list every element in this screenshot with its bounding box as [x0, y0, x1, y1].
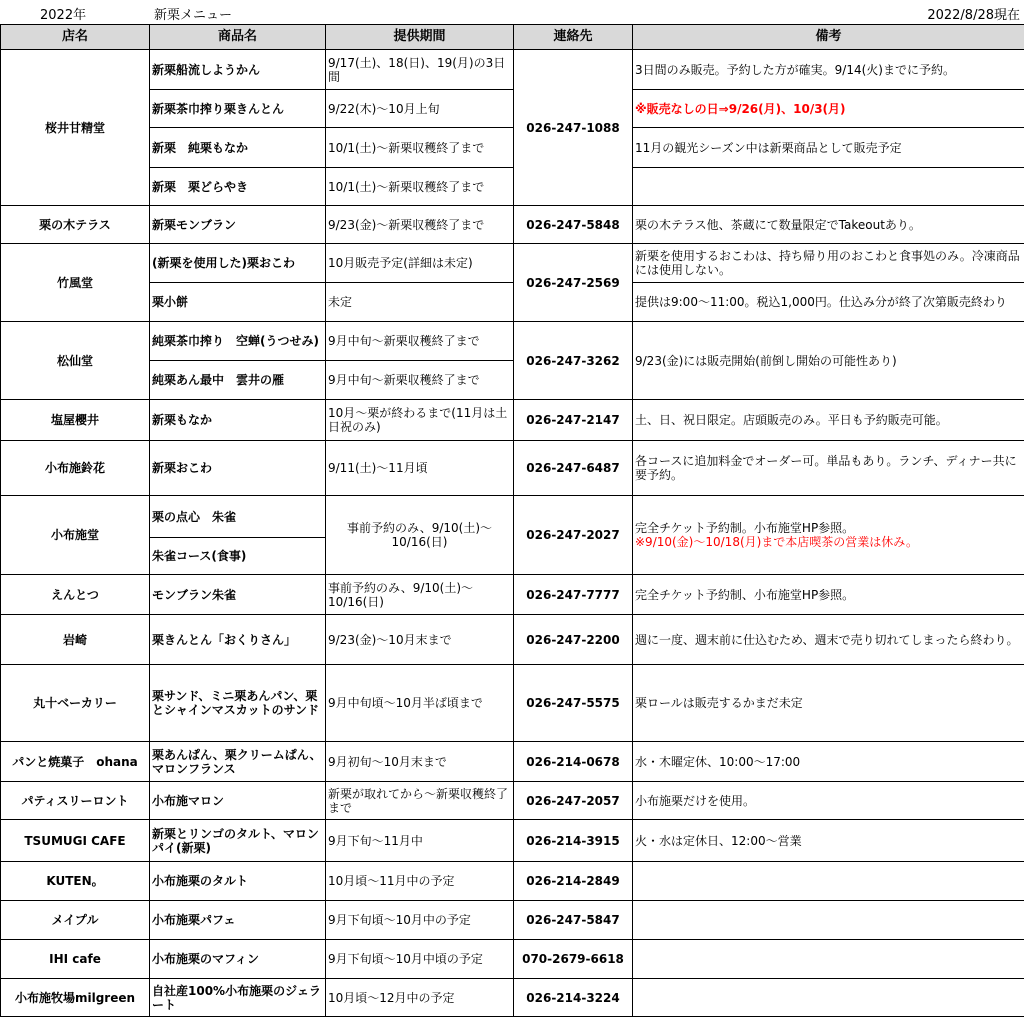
period-cell[interactable]: 9月初旬〜10月末まで — [326, 742, 514, 782]
period-cell[interactable]: 10/1(土)〜新栗収穫終了まで — [326, 168, 514, 206]
note-cell[interactable]: 栗ロールは販売するかまだ未定 — [633, 665, 1024, 742]
item-cell[interactable]: 小布施栗パフェ — [150, 901, 326, 940]
item-cell[interactable]: 新栗とリンゴのタルト、マロンパイ(新栗) — [150, 820, 326, 862]
contact-cell[interactable]: 026-247-5575 — [514, 665, 633, 742]
contact-cell[interactable]: 026-214-3224 — [514, 979, 633, 1017]
contact-cell[interactable]: 026-247-2027 — [514, 496, 633, 575]
contact-cell[interactable]: 026-214-3915 — [514, 820, 633, 862]
period-cell[interactable]: 10月頃〜11月中の予定 — [326, 862, 514, 901]
note-cell[interactable]: 3日間のみ販売。予約した方が確実。9/14(火)までに予約。 — [633, 50, 1024, 90]
as-of-date: 2022/8/28現在 — [927, 8, 1020, 23]
table-row — [1, 50, 1024, 90]
table-row — [1, 820, 1024, 862]
note-cell[interactable]: 週に一度、週末前に仕込むため、週末で売り切れてしまったら終わり。 — [633, 615, 1024, 665]
table-row — [1, 322, 1024, 361]
item-cell[interactable]: 小布施栗のマフィン — [150, 940, 326, 979]
item-cell[interactable]: 新栗 純栗もなか — [150, 128, 326, 168]
item-cell[interactable]: 新栗おこわ — [150, 441, 326, 496]
table-row — [1, 862, 1024, 901]
column-header-item[interactable]: 商品名 — [150, 25, 326, 50]
store-cell[interactable]: 丸十ベーカリー — [1, 665, 150, 742]
contact-cell[interactable]: 026-247-3262 — [514, 322, 633, 400]
table-row — [1, 742, 1024, 782]
column-header-period[interactable]: 提供期間 — [326, 25, 514, 50]
column-header-store[interactable]: 店名 — [1, 25, 150, 50]
item-cell[interactable]: 朱雀コース(食事) — [150, 538, 326, 575]
note-cell[interactable]: 各コースに追加料金でオーダー可。単品もあり。ランチ、ディナー共に要予約。 — [633, 441, 1024, 496]
contact-cell[interactable]: 070-2679-6618 — [514, 940, 633, 979]
contact-cell[interactable]: 026-247-5848 — [514, 206, 633, 244]
note-cell[interactable] — [633, 901, 1024, 940]
note-cell[interactable] — [633, 862, 1024, 901]
store-cell[interactable]: 岩崎 — [1, 615, 150, 665]
period-cell[interactable]: 9月下旬頃〜10月中頃の予定 — [326, 940, 514, 979]
period-cell[interactable]: 9/23(金)〜新栗収穫終了まで — [326, 206, 514, 244]
column-header-contact[interactable]: 連絡先 — [514, 25, 633, 50]
table-row — [1, 400, 1024, 441]
period-cell[interactable]: 9/23(金)〜10月末まで — [326, 615, 514, 665]
period-cell[interactable]: 事前予約のみ、9/10(土)〜10/16(日) — [326, 496, 514, 575]
item-cell[interactable]: 栗きんとん「おくりさん」 — [150, 615, 326, 665]
item-cell[interactable]: 小布施栗のタルト — [150, 862, 326, 901]
table-row — [1, 979, 1024, 1017]
store-cell[interactable]: 小布施鈴花 — [1, 441, 150, 496]
contact-cell[interactable]: 026-247-2147 — [514, 400, 633, 441]
item-cell[interactable]: 小布施マロン — [150, 782, 326, 820]
item-cell[interactable]: 純栗あん最中 雲井の雁 — [150, 361, 326, 400]
period-cell[interactable]: 9/11(土)〜11月頃 — [326, 441, 514, 496]
store-cell[interactable]: 竹風堂 — [1, 244, 150, 322]
store-cell[interactable]: KUTEN。 — [1, 862, 150, 901]
note-cell[interactable] — [633, 496, 1024, 575]
note-cell[interactable]: 土、日、祝日限定。店頭販売のみ。平日も予約販売可能。 — [633, 400, 1024, 441]
table-row — [1, 90, 1024, 128]
store-cell[interactable]: メイプル — [1, 901, 150, 940]
note-cell[interactable]: 11月の観光シーズン中は新栗商品として販売予定 — [633, 128, 1024, 168]
item-cell[interactable]: 純栗茶巾搾り 空蝉(うつせみ) — [150, 322, 326, 361]
item-cell[interactable]: 自社産100%小布施栗のジェラート — [150, 979, 326, 1017]
period-cell[interactable]: 9月中旬〜新栗収穫終了まで — [326, 322, 514, 361]
period-cell[interactable]: 9月中旬頃〜10月半ば頃まで — [326, 665, 514, 742]
item-cell[interactable]: 栗の点心 朱雀 — [150, 496, 326, 538]
contact-cell[interactable]: 026-247-1088 — [514, 50, 633, 206]
period-cell[interactable]: 事前予約のみ、9/10(土)〜10/16(日) — [326, 575, 514, 615]
table-row — [1, 441, 1024, 496]
note-cell-alert[interactable]: ※販売なしの日⇒9/26(月)、10/3(月) — [633, 90, 1024, 128]
store-cell[interactable]: 松仙堂 — [1, 322, 150, 400]
store-cell[interactable]: 小布施堂 — [1, 496, 150, 575]
note-cell[interactable]: 完全チケット予約制、小布施堂HP参照。 — [633, 575, 1024, 615]
note-line-alert: ※9/10(金)〜10/18(月)まで本店喫茶の営業は休み。 — [635, 535, 919, 549]
table-row — [1, 940, 1024, 979]
item-cell[interactable]: 新栗もなか — [150, 400, 326, 441]
item-cell[interactable]: 栗あんぱん、栗クリームぱん、マロンフランス — [150, 742, 326, 782]
store-cell[interactable]: パティスリーロント — [1, 782, 150, 820]
item-cell[interactable]: 新栗船流しようかん — [150, 50, 326, 90]
period-cell[interactable]: 9月下旬頃〜10月中の予定 — [326, 901, 514, 940]
store-cell[interactable]: 塩屋櫻井 — [1, 400, 150, 441]
table-row — [1, 665, 1024, 742]
note-cell[interactable]: 新栗を使用するおこわは、持ち帰り用のおこわと食事処のみ。冷凍商品には使用しない。 — [633, 244, 1024, 283]
table-row — [1, 496, 1024, 538]
table-row — [1, 168, 1024, 206]
table-row — [1, 283, 1024, 322]
period-cell[interactable]: 9月中旬〜新栗収穫終了まで — [326, 361, 514, 400]
header-row — [1, 25, 1024, 50]
contact-cell[interactable]: 026-247-5847 — [514, 901, 633, 940]
note-cell[interactable]: 9/23(金)には販売開始(前倒し開始の可能性あり) — [633, 322, 1024, 400]
table-row — [1, 782, 1024, 820]
store-cell[interactable]: 栗の木テラス — [1, 206, 150, 244]
note-cell[interactable] — [633, 979, 1024, 1017]
note-cell[interactable] — [633, 168, 1024, 206]
year-label: 2022年 — [40, 8, 87, 23]
item-cell[interactable]: 新栗モンブラン — [150, 206, 326, 244]
contact-cell[interactable]: 026-247-6487 — [514, 441, 633, 496]
sheet-title-bar — [0, 0, 1024, 24]
item-cell[interactable]: 新栗茶巾搾り栗きんとん — [150, 90, 326, 128]
period-cell[interactable]: 10/1(土)〜新栗収穫終了まで — [326, 128, 514, 168]
note-cell[interactable]: 栗の木テラス他、茶蔵にて数量限定でTakeoutあり。 — [633, 206, 1024, 244]
note-cell[interactable]: 小布施栗だけを使用。 — [633, 782, 1024, 820]
contact-cell[interactable]: 026-214-2849 — [514, 862, 633, 901]
store-cell[interactable]: えんとつ — [1, 575, 150, 615]
period-cell[interactable]: 新栗が取れてから〜新栗収穫終了まで — [326, 782, 514, 820]
note-cell[interactable]: 水・木曜定休、10:00〜17:00 — [633, 742, 1024, 782]
period-cell[interactable]: 9/22(木)〜10月上旬 — [326, 90, 514, 128]
period-cell[interactable]: 10月〜栗が終わるまで(11月は土日祝のみ) — [326, 400, 514, 441]
store-cell[interactable]: IHI cafe — [1, 940, 150, 979]
sheet-title: 新栗メニュー — [154, 8, 233, 23]
period-cell[interactable]: 10月販売予定(詳細は未定) — [326, 244, 514, 283]
store-cell[interactable]: TSUMUGI CAFE — [1, 820, 150, 862]
store-cell[interactable]: パンと焼菓子 ohana — [1, 742, 150, 782]
table-row — [1, 128, 1024, 168]
item-cell[interactable]: 新栗 栗どらやき — [150, 168, 326, 206]
contact-cell[interactable]: 026-214-0678 — [514, 742, 633, 782]
menu-table — [0, 24, 1024, 1017]
note-line: 完全チケット予約制。小布施堂HP参照。 — [635, 521, 855, 535]
table-row — [1, 206, 1024, 244]
note-cell[interactable] — [633, 940, 1024, 979]
contact-cell[interactable]: 026-247-7777 — [514, 575, 633, 615]
table-row — [1, 244, 1024, 283]
contact-cell[interactable]: 026-247-2569 — [514, 244, 633, 322]
item-cell[interactable]: 栗小餅 — [150, 283, 326, 322]
item-cell[interactable]: (新栗を使用した)栗おこわ — [150, 244, 326, 283]
table-row — [1, 901, 1024, 940]
table-row — [1, 615, 1024, 665]
period-cell[interactable]: 10月頃〜12月中の予定 — [326, 979, 514, 1017]
store-cell[interactable]: 小布施牧場milgreen — [1, 979, 150, 1017]
contact-cell[interactable]: 026-247-2200 — [514, 615, 633, 665]
column-header-note[interactable]: 備考 — [633, 25, 1024, 50]
item-cell[interactable]: モンブラン朱雀 — [150, 575, 326, 615]
note-cell[interactable]: 火・水は定休日、12:00〜営業 — [633, 820, 1024, 862]
period-cell[interactable]: 9/17(土)、18(日)、19(月)の3日間 — [326, 50, 514, 90]
period-cell[interactable]: 未定 — [326, 283, 514, 322]
period-cell[interactable]: 9月下旬〜11月中 — [326, 820, 514, 862]
item-cell[interactable]: 栗サンド、ミニ栗あんパン、栗とシャインマスカットのサンド — [150, 665, 326, 742]
contact-cell[interactable]: 026-247-2057 — [514, 782, 633, 820]
note-cell[interactable]: 提供は9:00〜11:00。税込1,000円。仕込み分が終了次第販売終わり — [633, 283, 1024, 322]
store-cell[interactable]: 桜井甘精堂 — [1, 50, 150, 206]
table-row — [1, 575, 1024, 615]
